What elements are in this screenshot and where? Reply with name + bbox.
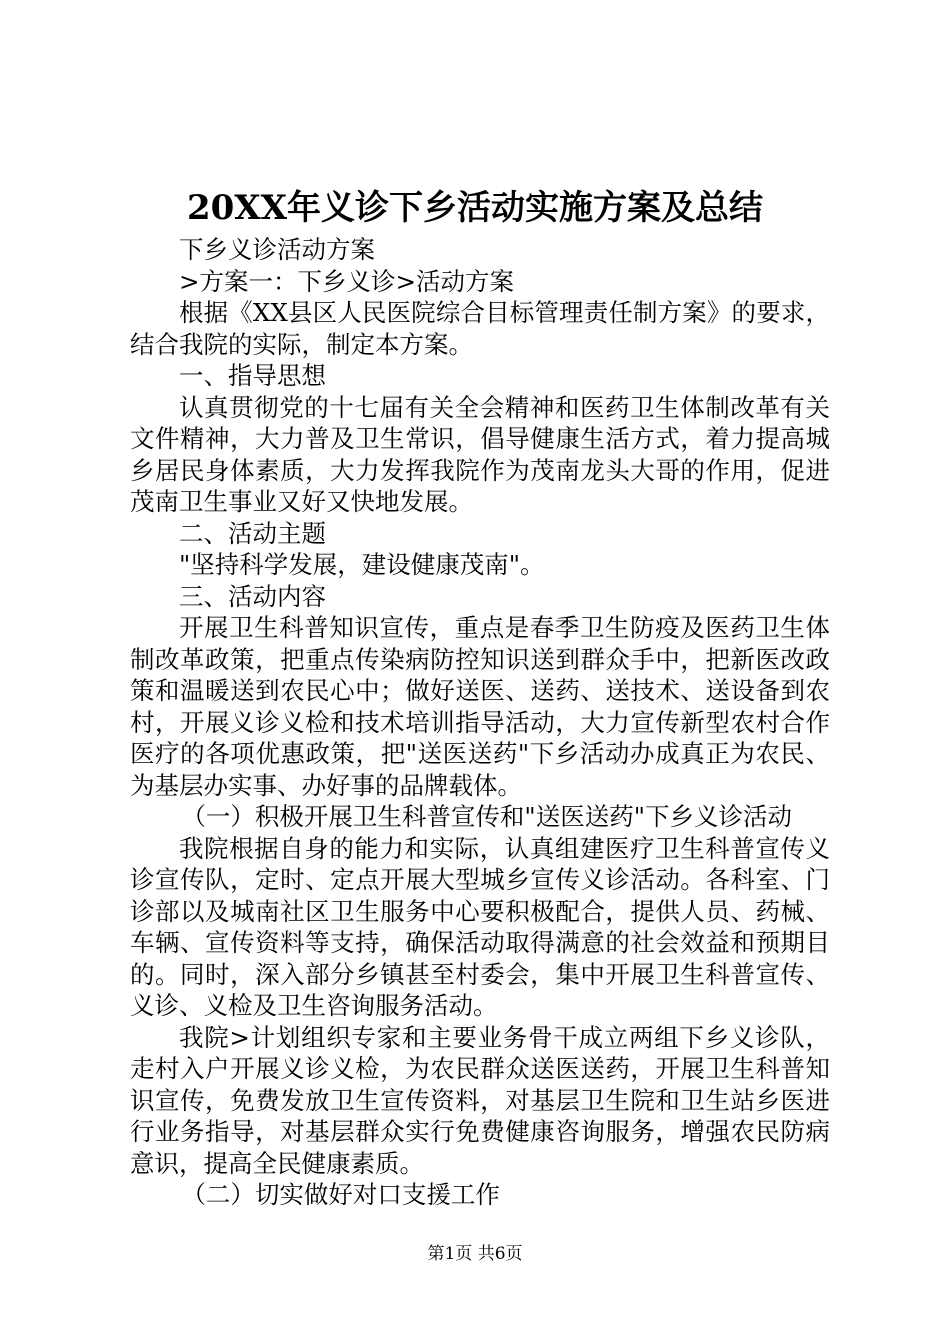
paragraph-activity-content: 开展卫生科普知识宣传，重点是春季卫生防疫及医药卫生体制改革政策，把重点传染病防控知识送到群众手中，把新医改政策和温暖送到农民心中；做好送医、送药、送技术、送设备到农村，开展义诊义检和技术培训指导活动，大力宣传新型农村合作医疗的各项优惠政策，把"送医送药"下乡活动办成真正为农民、为基层办实事、办好事的品牌载体。 bbox=[130, 613, 830, 800]
subsection-heading-one: （一）积极开展卫生科普宣传和"送医送药"下乡义诊活动 bbox=[181, 802, 792, 831]
paragraph-guiding-ideology: 认真贯彻党的十七届有关全会精神和医药卫生体制改革有关文件精神，大力普及卫生常识，倡导健康生活方式，着力提高城乡居民身体素质，大力发挥我院作为茂南龙头大哥的作用，促进茂南卫生事业又好又快地发展。 bbox=[130, 392, 830, 516]
document-body bbox=[130, 234, 830, 1211]
paragraph-intro: 根据《XX县区人民医院综合目标管理责任制方案》的要求，结合我院的实际，制定本方案。 bbox=[130, 298, 830, 359]
paragraph-activity-plan-heading: 下乡义诊活动方案 bbox=[179, 235, 375, 264]
paragraph-plan-one-heading: >方案一：下乡义诊>活动方案 bbox=[179, 266, 515, 296]
section-heading-guiding-ideology: 一、指导思想 bbox=[179, 361, 326, 390]
section-heading-activity-theme: 二、活动主题 bbox=[179, 518, 326, 548]
paragraph-subsection-one: 我院根据自身的能力和实际，认真组建医疗卫生科普宣传义诊宣传队，定时、定点开展大型城乡宣传义诊活动。各科室、门诊部以及城南社区卫生服务中心要积极配合，提供人员、药械、车辆、宣传资料等支持，确保活动取得满意的社会效益和预期目的。同时，深入部分乡镇甚至村委会，集中开展卫生科普宣传、义诊、义检及卫生咨询服务活动。 bbox=[130, 833, 830, 1020]
section-heading-activity-content: 三、活动内容 bbox=[179, 581, 326, 611]
paragraph-activity-theme: "坚持科学发展，建设健康茂南"。 bbox=[179, 550, 545, 579]
paragraph-medical-team: 我院>计划组织专家和主要业务骨干成立两组下乡义诊队，走村入户开展义诊义检，为农民群众送医送药，开展卫生科普知识宣传，免费发放卫生宣传资料，对基层卫生院和卫生站乡医进行业务指导，对基层群众实行免费健康咨询服务，增强农民防病意识，提高全民健康素质。 bbox=[130, 1022, 830, 1178]
page-footer: 第1页 共6页 bbox=[427, 1244, 523, 1264]
subsection-heading-two: （二）切实做好对口支援工作 bbox=[181, 1180, 500, 1209]
document-title: 20XX年义诊下乡活动实施方案及总结 bbox=[186, 188, 764, 228]
